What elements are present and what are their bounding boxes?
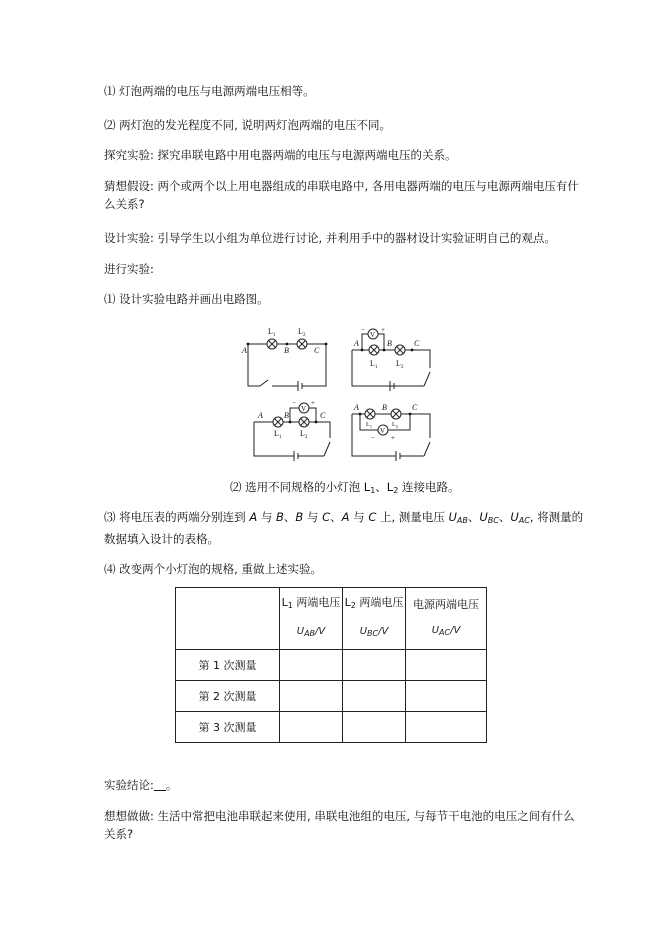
paragraph-10: ⑷ 改变两个小灯泡的规格, 重做上述实验。 <box>104 562 322 576</box>
table-cell <box>406 650 487 681</box>
row-label: 第 2 次测量 <box>176 681 280 712</box>
think-and-do: 想想做做: 生活中常把电池串联起来使用, 串联电池组的电压, 与每节干电池的电压之间有什么关系? <box>104 809 575 841</box>
svg-text:B: B <box>387 339 392 348</box>
table-cell <box>280 681 343 712</box>
svg-text:L: L <box>300 429 305 438</box>
table-corner-cell <box>176 588 280 650</box>
svg-text:C: C <box>320 411 326 420</box>
svg-text:2: 2 <box>305 435 308 440</box>
svg-text:L: L <box>274 429 279 438</box>
svg-text:A: A <box>354 339 359 348</box>
svg-text:+: + <box>391 434 395 442</box>
svg-text:1: 1 <box>273 333 276 338</box>
svg-text:L: L <box>366 422 370 428</box>
svg-text:A: A <box>258 411 263 420</box>
svg-text:L: L <box>370 359 375 368</box>
conclusion: 实验结论: 。 <box>104 778 178 792</box>
paragraph-3: 探究实验: 探究串联电路中用电器两端的电压与电源两端电压的关系。 <box>104 148 457 162</box>
table-header-l2: $L_2$ 两端电压 $U_{BC}/V$ <box>343 588 406 650</box>
row-label: 第 1 次测量 <box>176 650 280 681</box>
svg-text:L: L <box>268 327 273 336</box>
svg-text:1: 1 <box>279 435 282 440</box>
svg-text:V: V <box>301 405 307 413</box>
svg-text:B: B <box>284 346 289 355</box>
svg-text:B: B <box>382 403 387 412</box>
svg-text:−: − <box>361 326 365 334</box>
svg-text:L: L <box>396 359 401 368</box>
svg-text:−: − <box>371 434 375 442</box>
table-cell <box>406 712 487 743</box>
table-cell <box>406 681 487 712</box>
svg-text:L: L <box>298 327 303 336</box>
row-label: 第 3 次测量 <box>176 712 280 743</box>
svg-text:1: 1 <box>370 424 372 429</box>
svg-text:C: C <box>314 346 320 355</box>
table-cell <box>343 712 406 743</box>
paragraph-6: 进行实验: <box>104 262 154 276</box>
svg-text:L: L <box>392 422 396 428</box>
table-row <box>176 712 487 743</box>
svg-text:C: C <box>414 339 420 348</box>
table-header-source: 电源两端电压 $U_{AC}/V$ <box>406 588 487 650</box>
svg-text:2: 2 <box>401 365 404 370</box>
svg-text:+: + <box>311 399 315 407</box>
svg-text:C: C <box>412 403 418 412</box>
table-cell <box>343 650 406 681</box>
table-cell <box>343 681 406 712</box>
svg-text:1: 1 <box>375 365 378 370</box>
svg-text:2: 2 <box>396 424 398 429</box>
paragraph-1: ⑴ 灯泡两端的电压与电源两端电压相等。 <box>104 84 315 98</box>
table-header-l1: $L_1$ 两端电压 $U_{AB}/V$ <box>280 588 343 650</box>
paragraph-2: ⑵ 两灯泡的发光程度不同, 说明两灯泡两端的电压不同。 <box>104 118 391 132</box>
answer-blank <box>154 778 166 791</box>
table-header-row <box>176 588 487 650</box>
svg-text:B: B <box>284 411 289 420</box>
table-row <box>176 681 487 712</box>
circuit-diagrams <box>240 322 446 470</box>
table-row <box>176 650 487 681</box>
table-cell <box>280 712 343 743</box>
paragraph-5: 设计实验: 引导学生以小组为单位进行讨论, 并利用手中的器材设计实验证明自己的观点。 <box>104 231 556 245</box>
svg-text:V: V <box>380 427 386 435</box>
measurement-table <box>175 587 487 743</box>
svg-text:A: A <box>354 403 359 412</box>
svg-text:A: A <box>242 346 247 355</box>
paragraph-4: 猜想假设: 两个或两个以上用电器组成的串联电路中, 各用电器两端的电压与电源两端电压有什么关系? <box>104 179 579 211</box>
svg-text:V: V <box>370 331 376 339</box>
paragraph-7: ⑴ 设计实验电路并画出电路图。 <box>104 292 269 306</box>
paragraph-9: ⑶ 将电压表的两端分别连到 A 与 B、B 与 C、A 与 C 上, 测量电压 $U_{AB}$、$U_{BC}$、$U_{AC}$, 将测量的数据填入设计的表格。 <box>104 510 584 546</box>
table-cell <box>280 650 343 681</box>
paragraph-8: ⑵ 选用不同规格的小灯泡 $L_1$、$L_2$ 连接电路。 <box>230 480 460 495</box>
svg-text:−: − <box>292 399 296 407</box>
svg-text:+: + <box>381 326 385 334</box>
svg-text:2: 2 <box>303 333 306 338</box>
